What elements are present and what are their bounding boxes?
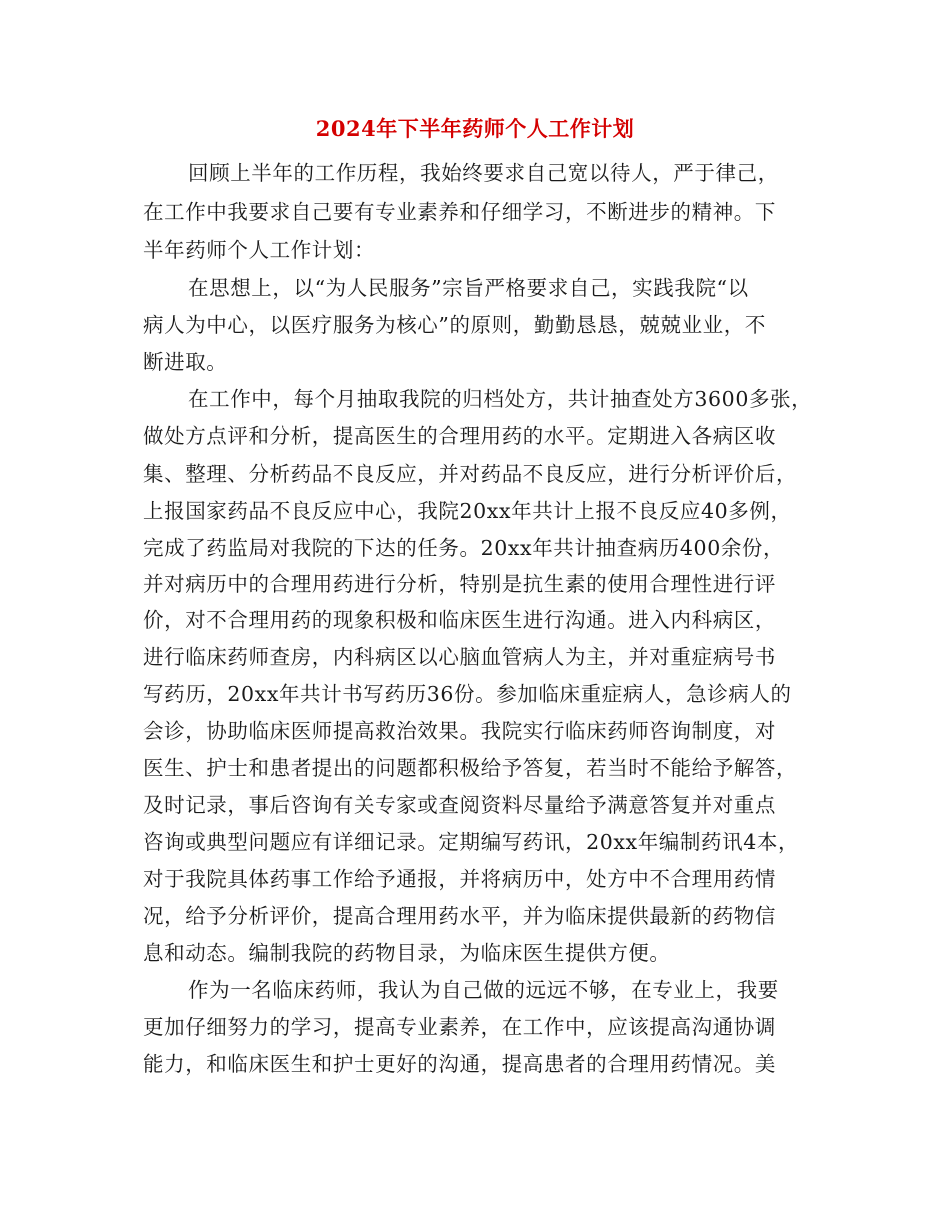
paragraph-line: 咨询或典型问题应有详细记录。定期编写药讯，20xx年编制药讯4本，: [143, 830, 800, 854]
paragraph-line: 写药历，20xx年共计书写药历36份。参加临床重症病人，急诊病人的: [143, 682, 792, 706]
paragraph-line: 在工作中我要求自己要有专业素养和仔细学习，不断进步的精神。下: [143, 200, 776, 224]
paragraph-line: 况，给予分析评价，提高合理用药水平，并为临床提供最新的药物信: [143, 904, 776, 928]
paragraph-line: 断进取。: [143, 350, 228, 374]
paragraph-line: 作为一名临床药师，我认为自己做的远远不够，在专业上，我要: [188, 978, 779, 1002]
paragraph-line: 做处方点评和分析，提高医生的合理用药的水平。定期进入各病区收: [143, 424, 776, 448]
paragraph-line: 息和动态。编制我院的药物目录，为临床医生提供方便。: [143, 941, 671, 965]
paragraph-line: 并对病历中的合理用药进行分析，特别是抗生素的使用合理性进行评: [143, 572, 776, 596]
paragraph-line: 及时记录，事后咨询有关专家或查阅资料尽量给予满意答复并对重点: [143, 793, 776, 817]
document-title: 2024年下半年药师个人工作计划: [315, 116, 635, 141]
paragraph-line: 更加仔细努力的学习，提高专业素养，在工作中，应该提高沟通协调: [143, 1015, 776, 1039]
paragraph-line: 会诊，协助临床医师提高救治效果。我院实行临床药师咨询制度，对: [143, 719, 776, 743]
paragraph-line: 在思想上，以“为人民服务”宗旨严格要求自己，实践我院“以: [188, 276, 749, 300]
paragraph-line: 进行临床药师查房，内科病区以心脑血管病人为主，并对重症病号书: [143, 645, 776, 669]
paragraph-line: 回顾上半年的工作历程，我始终要求自己宽以待人，严于律己，: [188, 161, 779, 185]
paragraph-line: 病人为中心，以医疗服务为核心”的原则，勤勤恳恳，兢兢业业，不: [143, 313, 766, 337]
paragraph-line: 完成了药监局对我院的下达的任务。20xx年共计抽查病历400余份，: [143, 536, 785, 560]
paragraph-line: 上报国家药品不良反应中心，我院20xx年共计上报不良反应40多例，: [143, 499, 792, 523]
paragraph-line: 半年药师个人工作计划：: [143, 238, 376, 262]
paragraph-line: 医生、护士和患者提出的问题都积极给予答复，若当时不能给予解答，: [143, 756, 798, 780]
paragraph-line: 对于我院具体药事工作给予通报，并将病历中，处方中不合理用药情: [143, 867, 776, 891]
paragraph-line: 价，对不合理用药的现象积极和临床医生进行沟通。进入内科病区，: [143, 608, 776, 632]
paragraph-line: 能力，和临床医生和护士更好的沟通，提高患者的合理用药情况。美: [143, 1052, 776, 1076]
paragraph-line: 在工作中，每个月抽取我院的归档处方，共计抽查处方3600多张，: [188, 387, 813, 411]
paragraph-line: 集、整理、分析药品不良反应，并对药品不良反应，进行分析评价后，: [143, 462, 798, 486]
